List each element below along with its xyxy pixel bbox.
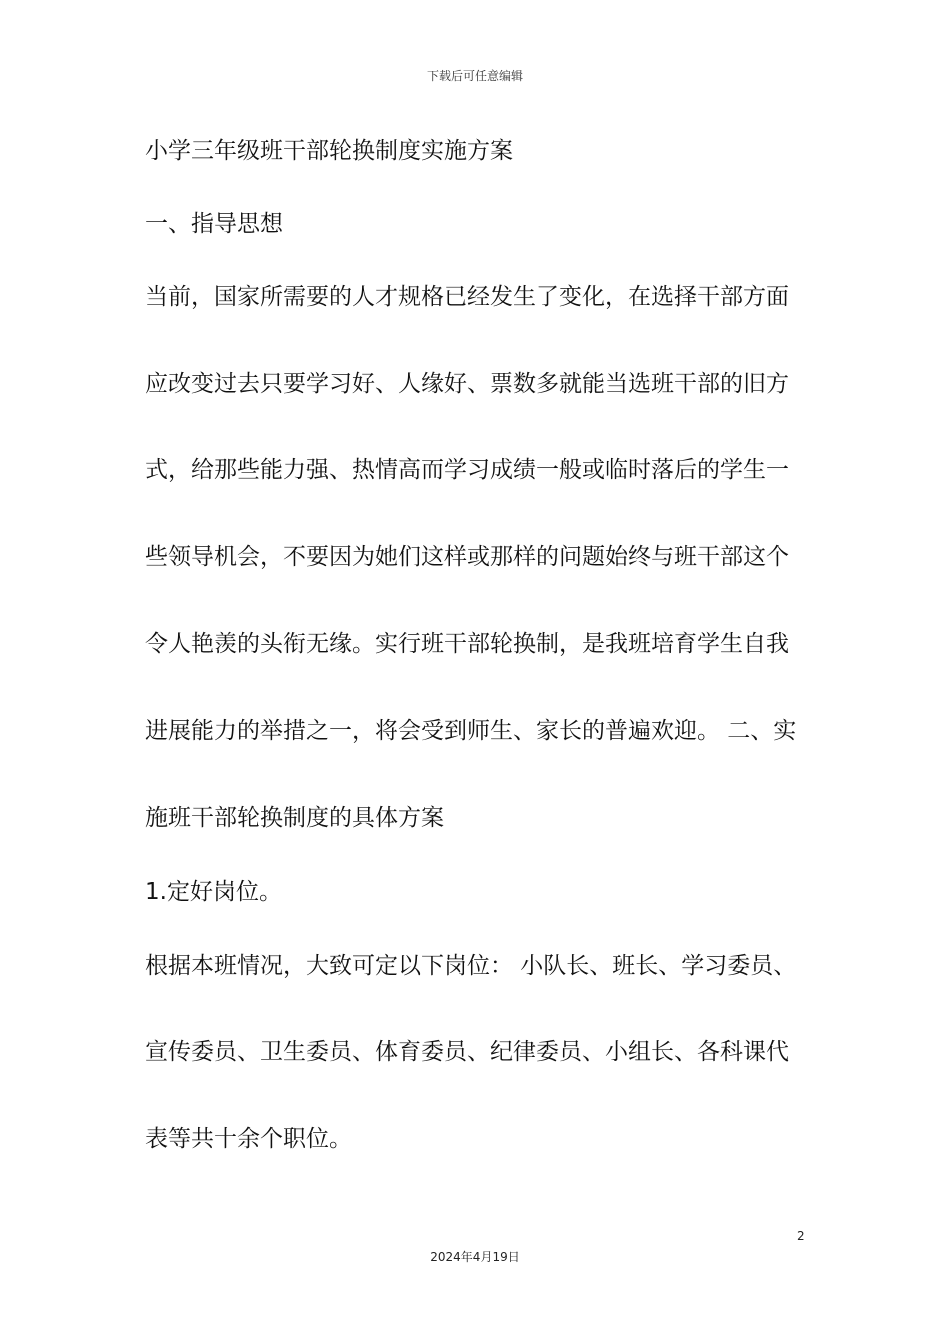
paragraph-line: 应改变过去只要学习好、人缘好、票数多就能当选班干部的旧方	[145, 371, 789, 397]
paragraph-line: 施班干部轮换制度的具体方案	[145, 805, 444, 831]
section-heading: 一、指导思想	[145, 211, 283, 237]
document-title: 小学三年级班干部轮换制度实施方案	[145, 138, 513, 164]
paragraph-line: 进展能力的举措之一，将会受到师生、家长的普遍欢迎。 二、实	[145, 718, 797, 744]
footer-date: 2024年4月19日	[430, 1250, 520, 1264]
sub-heading: 1.定好岗位。	[145, 879, 282, 905]
paragraph-line: 当前，国家所需要的人才规格已经发生了变化，在选择干部方面	[145, 284, 789, 310]
page-header: 下载后可任意编辑	[426, 69, 523, 83]
paragraph-line: 令人艳羡的头衔无缘。实行班干部轮换制，是我班培育学生自我	[145, 631, 789, 657]
paragraph-line: 式，给那些能力强、热情高而学习成绩一般或临时落后的学生一	[145, 457, 789, 483]
paragraph-line: 表等共十余个职位。	[145, 1126, 352, 1152]
paragraph-line: 些领导机会，不要因为她们这样或那样的问题始终与班干部这个	[145, 544, 789, 570]
paragraph-line: 根据本班情况，大致可定以下岗位： 小队长、班长、学习委员、	[145, 953, 797, 979]
page-number: 2	[797, 1229, 805, 1243]
paragraph-line: 宣传委员、卫生委员、体育委员、纪律委员、小组长、各科课代	[145, 1039, 789, 1065]
